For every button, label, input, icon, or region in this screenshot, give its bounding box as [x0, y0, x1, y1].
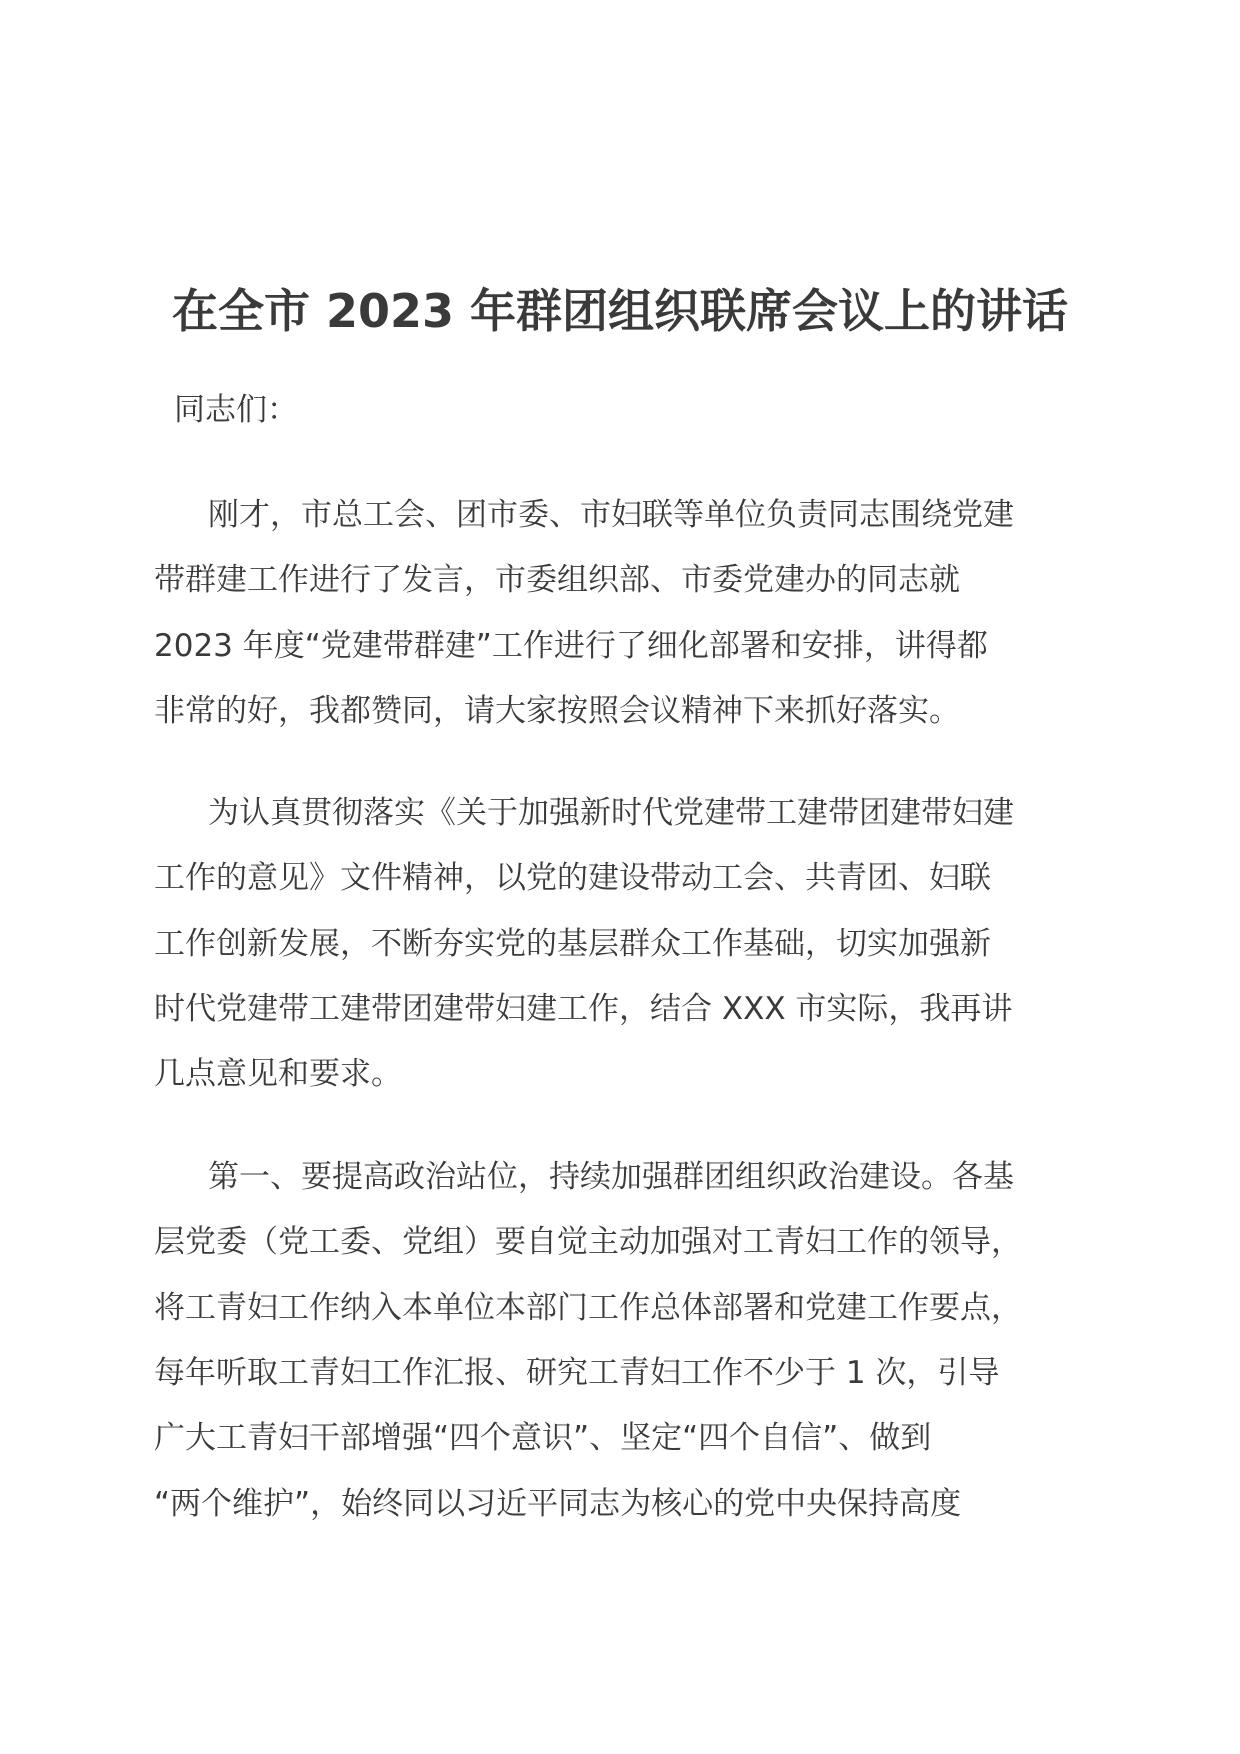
paragraph-line: 工作的意见》文件精神，以党的建设带动工会、共青团、妇联	[154, 860, 991, 896]
paragraph-line: 为认真贯彻落实《关于加强新时代党建带工建带团建带妇建	[208, 795, 1014, 831]
salutation: 同志们：	[174, 392, 298, 428]
paragraph-line: 工作创新发展，不断夯实党的基层群众工作基础，切实加强新	[154, 926, 991, 962]
document-title: 在全市 2023 年群团组织联席会议上的讲话	[171, 284, 1069, 338]
paragraph-line: 层党委（党工委、党组）要自觉主动加强对工青妇工作的领导，	[154, 1224, 1022, 1260]
paragraph-line: 广大工青妇干部增强“四个意识”、坚定“四个自信”、做到	[154, 1420, 932, 1456]
paragraph-line: 时代党建带工建带团建带妇建工作，结合 XXX 市实际，我再讲	[154, 991, 1013, 1027]
paragraph-line: 第一、要提高政治站位，持续加强群团组织政治建设。各基	[208, 1159, 1014, 1195]
paragraph-line: 每年听取工青妇工作汇报、研究工青妇工作不少于 1 次，引导	[154, 1355, 1000, 1391]
paragraph-line: 带群建工作进行了发言，市委组织部、市委党建办的同志就	[154, 562, 960, 598]
paragraph-line: “两个维护”，始终同以习近平同志为核心的党中央保持高度	[154, 1486, 962, 1522]
paragraph-line: 几点意见和要求。	[154, 1056, 402, 1092]
paragraph-line: 刚才，市总工会、团市委、市妇联等单位负责同志围绕党建	[208, 497, 1014, 533]
paragraph-line: 2023 年度“党建带群建”工作进行了细化部署和安排，讲得都	[154, 628, 988, 664]
paragraph-line: 将工青妇工作纳入本单位本部门工作总体部署和党建工作要点，	[154, 1290, 1022, 1326]
paragraph-line: 非常的好，我都赞同，请大家按照会议精神下来抓好落实。	[154, 693, 960, 729]
